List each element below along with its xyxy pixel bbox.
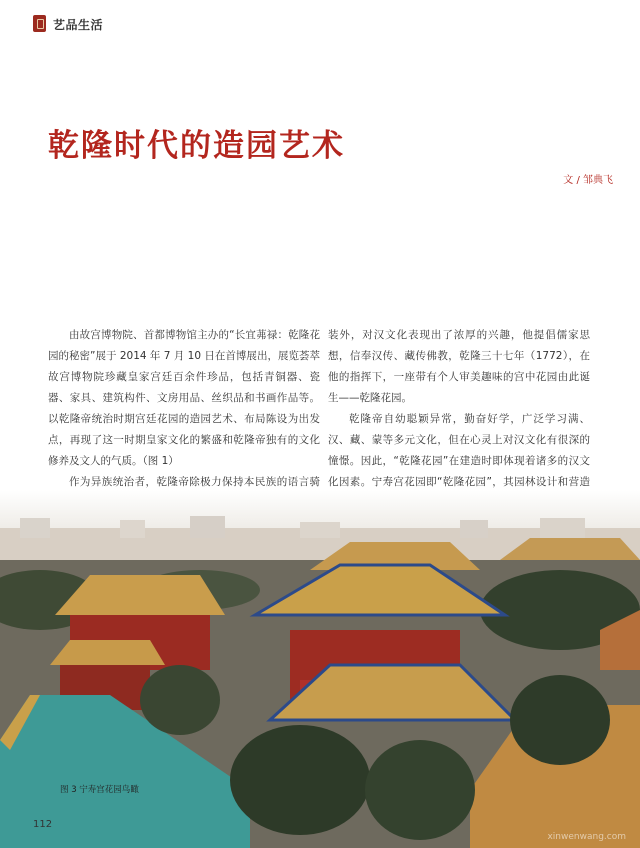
paragraph: 由故宫博物院、首都博物馆主办的“长宜茀禄：乾隆花园的秘密”展于 2014 年 7 月 10 日在首博展出，展览荟萃故宫博物院珍藏皇家宫廷百余件珍品，包括青铜器、瓷器、家具、建筑构件、文房用品、丝织品和书画作品等。以乾隆帝统治时期宫廷花园的造园艺术、布局陈设为出发点，再现了这一时期皇家文化的繁盛和乾隆帝独有的文化修养及文人的气质。（图 1） <box>48 329 320 467</box>
paragraph: 装外，对汉文化表现出了浓厚的兴趣，他提倡儒家思想，信奉汉传、藏传佛教，乾隆三十七年（1772），在他的指挥下，一座带有个人审美趣味的宫中花园由此诞生——乾隆花园。 <box>328 329 590 404</box>
figure-caption: 图 3 宁寿宫花园鸟瞰 <box>60 785 139 795</box>
article-title: 乾隆时代的造园艺术 <box>48 128 345 164</box>
paragraph: 作为异族统治者，乾隆帝除极力保持本民族的语言骑 <box>69 476 320 488</box>
article-column-left <box>48 325 320 514</box>
section-badge-icon <box>33 15 46 32</box>
page-number: 112 <box>33 819 53 830</box>
watermark: xinwenwang.com <box>547 832 626 842</box>
article-byline: 文 / 邹典飞 <box>563 175 613 186</box>
section-name: 艺品生活 <box>53 18 104 32</box>
paragraph: 乾隆帝自幼聪颖异常，勤奋好学，广泛学习满、汉、藏、蒙等多元文化，但在心灵上对汉文化有很深的憧憬。因此，“乾隆花园”在建造时即体现着诸多的汉文化因素。宁寿宫花园即“乾隆花园”，其园林设计和营造 <box>328 413 590 488</box>
